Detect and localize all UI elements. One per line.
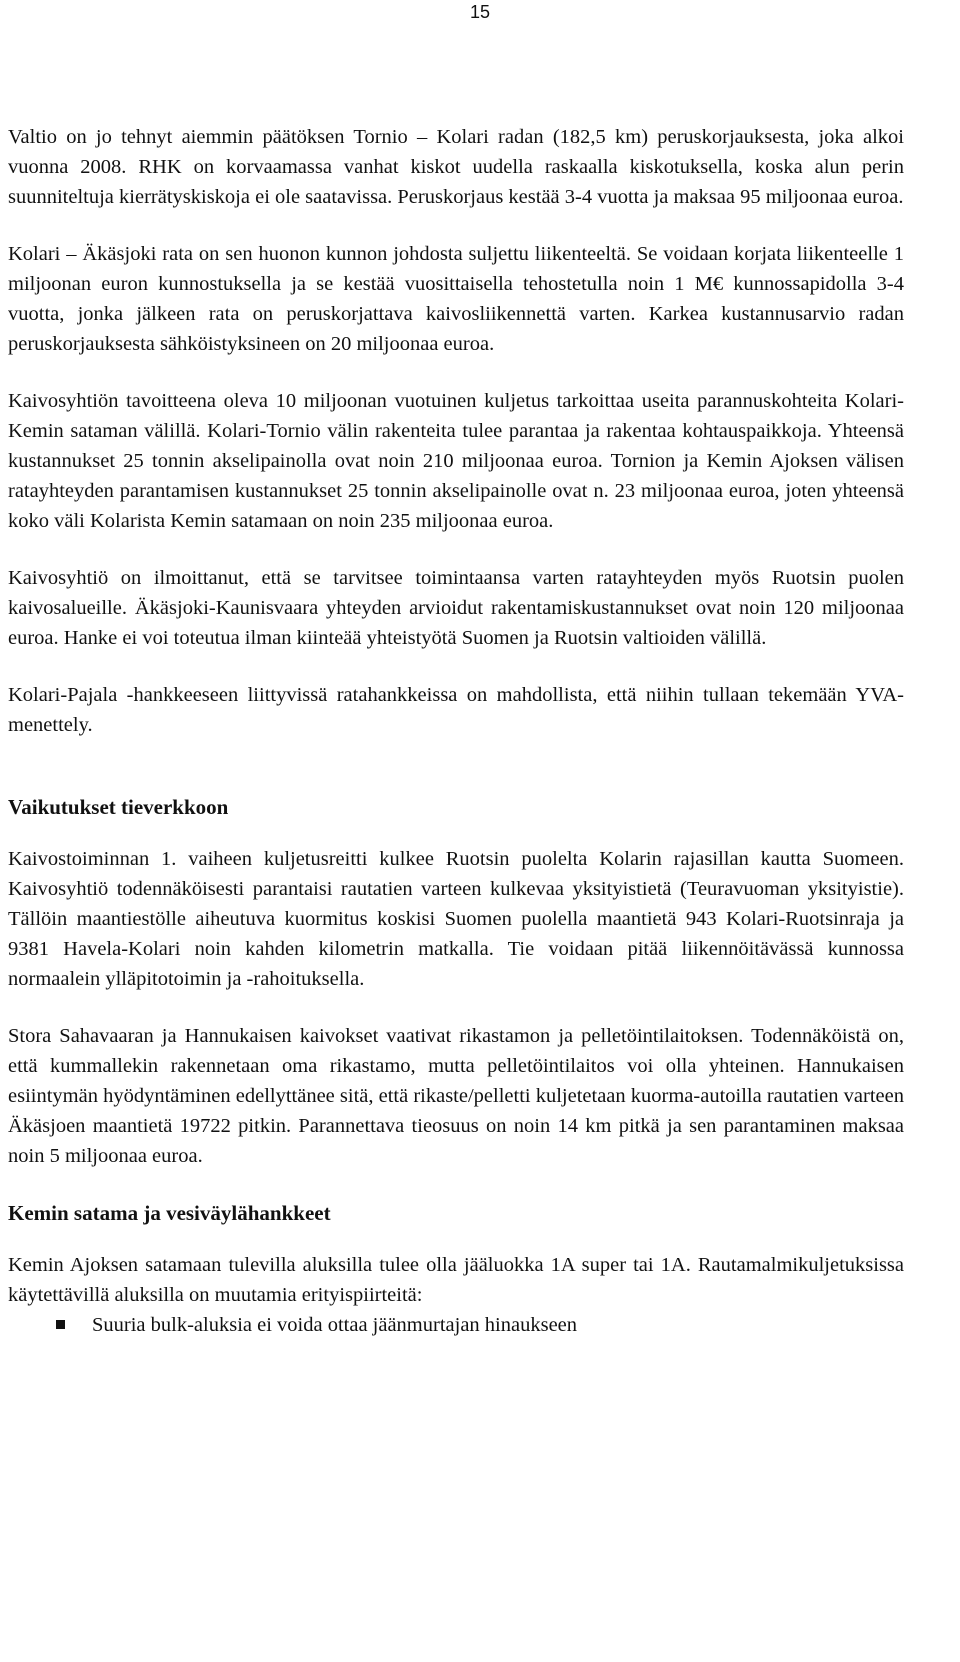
- paragraph-yva: Kolari-Pajala -hankkeeseen liittyvissä ratahankkeissa on mahdollista, että niihin tullaan tekemään YVA-menettely.: [8, 684, 904, 736]
- paragraph-port-vessels: Kemin Ajoksen satamaan tulevilla aluksilla tulee olla jääluokka 1A super tai 1A. Rautamalmikuljetuksissa käytettävillä aluksilla on muutamia erityispiirteitä:: [8, 1254, 904, 1306]
- document-body: [8, 122, 904, 1340]
- paragraph-kolari-akasjoki: Kolari – Äkäsjoki rata on sen huonon kunnon johdosta suljettu liikenteeltä. Se voidaan korjata liikenteelle 1 miljoonan euron kunnostuksella ja se kestää vuosittaisella tehostetulla noin 1 M€ kunnossapidolla 3-4 vuotta, jonka jälkeen rata on peruskorjattava kaivosliikennettä varten. Karkea kustannusarvio radan peruskorjauksesta sähköistyksineen on 20 miljoonaa euroa.: [8, 243, 904, 355]
- heading-road-impacts: Vaikutukset tieverkkoon: [8, 795, 229, 819]
- heading-port-waterways: Kemin satama ja vesiväylähankkeet: [8, 1201, 331, 1225]
- list-item-text: Suuria bulk-aluksia ei voida ottaa jäänmurtajan hinaukseen: [92, 1314, 578, 1336]
- square-bullet-icon: [56, 1320, 65, 1329]
- paragraph-sweden-connection: Kaivosyhtiö on ilmoittanut, että se tarvitsee toimintaansa varten ratayhteyden myös Ruotsin puolen kaivosalueille. Äkäsjoki-Kaunisvaara yhteyden arvioidut rakentamiskustannukset ovat noin 120 miljoonaa euroa. Hanke ei voi toteutua ilman kiinteää yhteistyötä Suomen ja Ruotsin valtioiden välillä.: [8, 567, 904, 649]
- paragraph-mines-processing: Stora Sahavaaran ja Hannukaisen kaivokset vaativat rikastamon ja pelletöintilaitoksen. Todennäköistä on, että kummallekin rakennetaan oma rikastamo, mutta pelletöintilaitos voi olla yhteinen. Hannukaisen esiintymän hyödyntäminen edellyttänee sitä, että rikaste/pelletti kuljetetaan kuorma-autoilla rautatien varteen Äkäsjoen maantietä 19722 pitkin. Parannettava tieosuus on noin 14 km pitkä ja sen parantaminen maksaa noin 5 miljoonaa euroa.: [8, 1025, 904, 1167]
- paragraph-tornio-kolari: Valtio on jo tehnyt aiemmin päätöksen Tornio – Kolari radan (182,5 km) peruskorjauksesta, joka alkoi vuonna 2008. RHK on korvaamassa vanhat kiskot uudella raskaalla kiskotuksella, koska alun perin suunniteltuja kierrätyskiskoja ei ole saatavissa. Peruskorjaus kestää 3-4 vuotta ja maksaa 95 miljoonaa euroa.: [8, 126, 904, 208]
- paragraph-transport-route: Kaivostoiminnan 1. vaiheen kuljetusreitti kulkee Ruotsin puolelta Kolarin rajasillan kautta Suomeen. Kaivosyhtiö todennäköisesti parantaisi rautatien varteen kulkevaa yksityistietä (Teuravuoman yksityistie). Tällöin maantiestölle aiheutuva kuormitus koskisi Suomen puolella maantietä 943 Kolari-Ruotsinraja ja 9381 Havela-Kolari noin kahden kilometrin matkalla. Tie voidaan pitää liikennöitävässä kunnossa normaalein ylläpitotoimin ja -rahoituksella.: [8, 848, 904, 990]
- page-number: 15: [469, 2, 491, 22]
- list-item: [8, 1310, 904, 1340]
- bullet-list: [8, 1310, 904, 1340]
- paragraph-transport-costs: Kaivosyhtiön tavoitteena oleva 10 miljoonan vuotuinen kuljetus tarkoittaa useita parannuskohteita Kolari-Kemin sataman välillä. Kolari-Tornio välin rakenteita tulee parantaa ja rakentaa kohtauspaikkoja. Yhteensä kustannukset 25 tonnin akselipainolla ovat noin 210 miljoonaa euroa. Tornion ja Kemin Ajoksen välisen ratayhteyden parantamisen kustannukset 25 tonnin akselipainolle ovat n. 23 miljoonaa euroa, joten yhteensä koko väli Kolarista Kemin satamaan on noin 235 miljoonaa euroa.: [8, 390, 904, 532]
